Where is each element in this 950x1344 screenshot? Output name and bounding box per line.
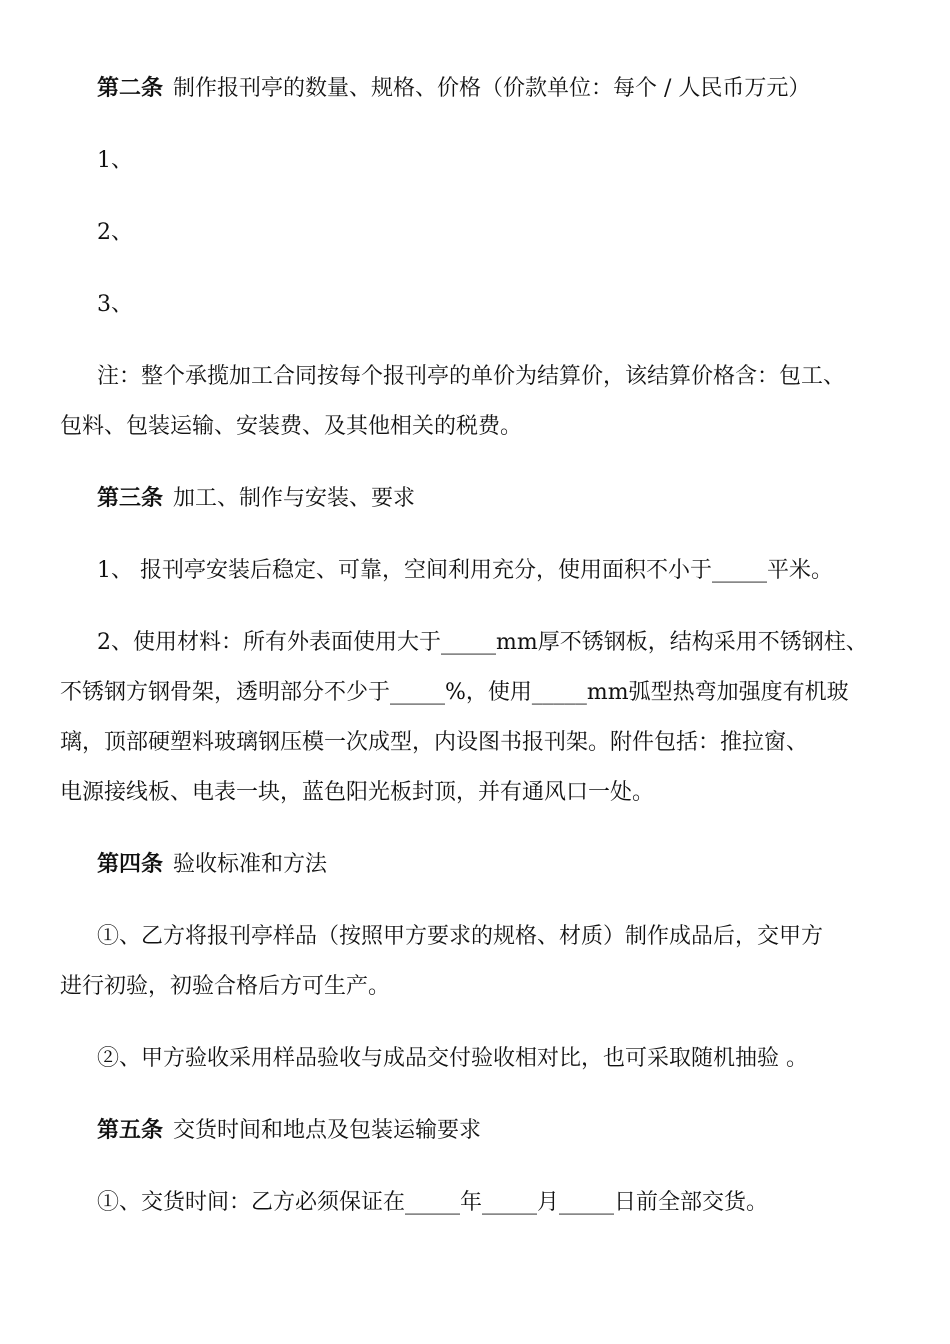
article3-item-2-line-3: 璃，顶部硬塑料玻璃钢压模一次成型，内设图书报刊架。附件包括：推拉窗、: [60, 730, 809, 755]
article2-item-1: 1、: [97, 148, 133, 173]
article5-heading: 第五条: [97, 1118, 164, 1143]
article3-item-2-line-4: 电源接线板、电表一块，蓝色阳光板封顶，并有通风口一处。: [60, 780, 655, 805]
article4-item-2: ②、甲方验收采用样品验收与成品交付验收相对比，也可采取随机抽验 。: [97, 1046, 808, 1071]
article5-title: 交货时间和地点及包装运输要求: [173, 1118, 482, 1143]
article3-item-1: 1、 报刊亭安装后稳定、可靠，空间利用充分，使用面积不小于_____平米。: [97, 558, 833, 583]
article3-item-2-line-1: 2、使用材料：所有外表面使用大于_____mm厚不锈钢板，结构采用不锈钢柱、: [97, 630, 868, 655]
article2-note-line-1: 注：整个承揽加工合同按每个报刊亭的单价为结算价，该结算价格含：包工、: [97, 364, 846, 389]
article4-title: 验收标准和方法: [173, 852, 328, 877]
article4-item-1-line-2: 进行初验，初验合格后方可生产。: [60, 974, 391, 999]
article4-heading: 第四条: [97, 852, 164, 877]
article2-item-3: 3、: [97, 292, 133, 317]
article2-heading-line: [97, 74, 950, 104]
article5-item-1: ①、交货时间：乙方必须保证在_____年_____月_____日前全部交货。: [97, 1190, 769, 1215]
article3-title: 加工、制作与安装、要求: [173, 486, 416, 511]
article4-heading-line: [97, 850, 950, 880]
article3-heading-line: [97, 484, 950, 514]
article3-item-2-line-2: 不锈钢方钢骨架，透明部分不少于_____%，使用_____mm弧型热弯加强度有机玻: [60, 680, 849, 705]
article5-heading-line: [97, 1116, 950, 1146]
article2-note-line-2: 包料、包装运输、安装费、及其他相关的税费。: [60, 414, 523, 439]
article2-title: 制作报刊亭的数量、规格、价格（价款单位：每个 / 人民币万元）: [173, 76, 811, 101]
article3-heading: 第三条: [97, 486, 164, 511]
article2-heading: 第二条: [97, 76, 164, 101]
article2-item-2: 2、: [97, 220, 133, 245]
article4-item-1-line-1: ①、乙方将报刊亭样品（按照甲方要求的规格、材质）制作成品后，交甲方: [97, 924, 824, 949]
